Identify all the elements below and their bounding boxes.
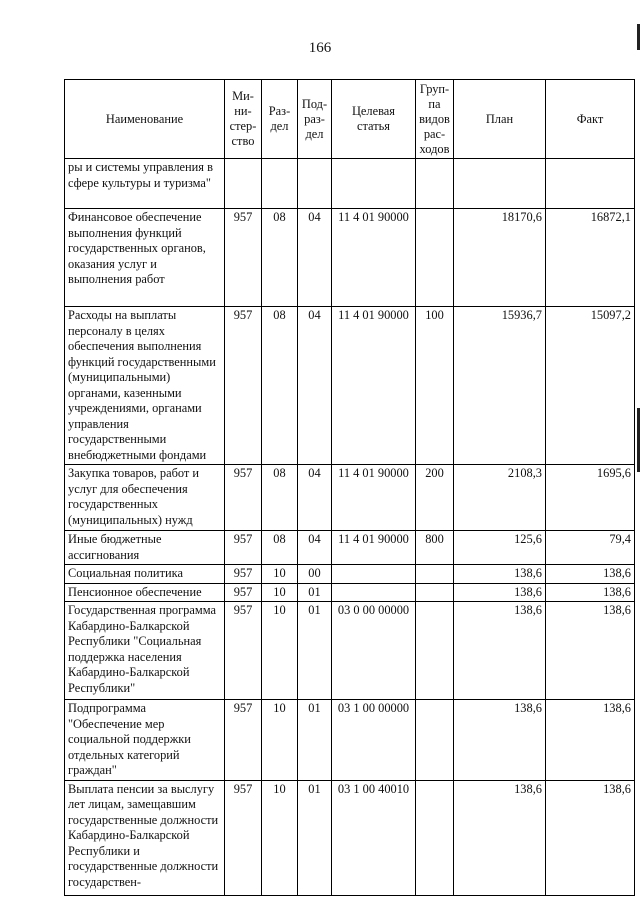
cell-target: 11 4 01 90000 — [332, 465, 416, 531]
header-subsection: Под- раз- дел — [298, 80, 332, 159]
table-row — [65, 531, 635, 565]
cell-group: 800 — [416, 531, 454, 565]
table-row — [65, 159, 635, 209]
cell-group — [416, 159, 454, 209]
cell-name: Расходы на выплаты персоналу в целях обеспечения выполнения функций государственными (муниципальными) органами, казенными учреждениями, органами управления государственными внебюджетными фондами — [65, 307, 225, 465]
cell-section: 10 — [262, 583, 298, 602]
cell-section: 08 — [262, 465, 298, 531]
cell-group — [416, 780, 454, 895]
cell-fact: 15097,2 — [546, 307, 635, 465]
cell-ministry: 957 — [225, 583, 262, 602]
cell-plan: 2108,3 — [454, 465, 546, 531]
cell-ministry — [225, 159, 262, 209]
cell-target — [332, 565, 416, 584]
cell-subsection — [298, 159, 332, 209]
cell-name: Социальная политика — [65, 565, 225, 584]
budget-table — [64, 79, 635, 896]
cell-subsection: 04 — [298, 307, 332, 465]
cell-subsection: 04 — [298, 465, 332, 531]
cell-name: Подпрограмма "Обеспечение мер социальной поддержки отдельных категорий граждан" — [65, 700, 225, 781]
cell-plan: 138,6 — [454, 583, 546, 602]
cell-section: 10 — [262, 565, 298, 584]
cell-group — [416, 602, 454, 700]
cell-fact: 138,6 — [546, 700, 635, 781]
cell-section — [262, 159, 298, 209]
cell-ministry: 957 — [225, 565, 262, 584]
cell-section: 10 — [262, 700, 298, 781]
cell-group — [416, 700, 454, 781]
cell-target: 03 0 00 00000 — [332, 602, 416, 700]
cell-subsection: 04 — [298, 531, 332, 565]
table-row — [65, 583, 635, 602]
cell-ministry: 957 — [225, 307, 262, 465]
cell-target: 03 1 00 00000 — [332, 700, 416, 781]
cell-name: Пенсионное обеспечение — [65, 583, 225, 602]
cell-plan — [454, 159, 546, 209]
table-row — [65, 602, 635, 700]
cell-group: 100 — [416, 307, 454, 465]
cell-plan: 15936,7 — [454, 307, 546, 465]
table-row — [65, 465, 635, 531]
cell-name: Государственная программа Кабардино-Балкарской Республики "Социальная поддержка населения Кабардино-Балкарской Республики" — [65, 602, 225, 700]
table-row — [65, 307, 635, 465]
table-row — [65, 700, 635, 781]
header-section: Раз- дел — [262, 80, 298, 159]
cell-section: 08 — [262, 531, 298, 565]
cell-fact: 79,4 — [546, 531, 635, 565]
cell-subsection: 00 — [298, 565, 332, 584]
cell-fact: 138,6 — [546, 602, 635, 700]
cell-name: Иные бюджетные ассигнования — [65, 531, 225, 565]
cell-ministry: 957 — [225, 700, 262, 781]
cell-plan: 138,6 — [454, 602, 546, 700]
cell-ministry: 957 — [225, 780, 262, 895]
cell-section: 08 — [262, 209, 298, 307]
cell-section: 10 — [262, 780, 298, 895]
cell-target — [332, 159, 416, 209]
cell-ministry: 957 — [225, 531, 262, 565]
cell-plan: 138,6 — [454, 565, 546, 584]
cell-subsection: 01 — [298, 700, 332, 781]
cell-group — [416, 565, 454, 584]
table-row — [65, 209, 635, 307]
cell-subsection: 01 — [298, 602, 332, 700]
cell-name: Закупка товаров, работ и услуг для обеспечения государственных (муниципальных) нужд — [65, 465, 225, 531]
cell-group — [416, 583, 454, 602]
cell-subsection: 01 — [298, 780, 332, 895]
table-body — [65, 159, 635, 896]
header-group: Груп- па видов рас- ходов — [416, 80, 454, 159]
cell-fact: 138,6 — [546, 583, 635, 602]
cell-fact: 1695,6 — [546, 465, 635, 531]
cell-subsection: 01 — [298, 583, 332, 602]
cell-section: 08 — [262, 307, 298, 465]
cell-plan: 138,6 — [454, 780, 546, 895]
cell-plan: 138,6 — [454, 700, 546, 781]
header-name: Наименование — [65, 80, 225, 159]
table-header-row — [65, 80, 635, 159]
cell-target: 03 1 00 40010 — [332, 780, 416, 895]
table-row — [65, 565, 635, 584]
cell-fact — [546, 159, 635, 209]
cell-fact: 16872,1 — [546, 209, 635, 307]
cell-ministry: 957 — [225, 602, 262, 700]
cell-ministry: 957 — [225, 209, 262, 307]
cell-plan: 125,6 — [454, 531, 546, 565]
cell-name: Финансовое обеспечение выполнения функций государственных органов, оказания услуг и выполнения работ — [65, 209, 225, 307]
header-ministry: Ми- ни- стер- ство — [225, 80, 262, 159]
page-number: 166 — [308, 40, 332, 56]
header-fact: Факт — [546, 80, 635, 159]
table-row — [65, 780, 635, 895]
cell-group — [416, 209, 454, 307]
cell-section: 10 — [262, 602, 298, 700]
cell-fact: 138,6 — [546, 780, 635, 895]
cell-group: 200 — [416, 465, 454, 531]
cell-target — [332, 583, 416, 602]
cell-target: 11 4 01 90000 — [332, 209, 416, 307]
header-plan: План — [454, 80, 546, 159]
cell-ministry: 957 — [225, 465, 262, 531]
cell-target: 11 4 01 90000 — [332, 531, 416, 565]
cell-subsection: 04 — [298, 209, 332, 307]
header-target: Целевая статья — [332, 80, 416, 159]
cell-name: Выплата пенсии за выслугу лет лицам, замещавшим государственные должности Кабардино-Балкарской Республики и государственные должности государствен- — [65, 780, 225, 895]
cell-target: 11 4 01 90000 — [332, 307, 416, 465]
cell-name: ры и системы управления в сфере культуры и туризма" — [65, 159, 225, 209]
cell-plan: 18170,6 — [454, 209, 546, 307]
cell-fact: 138,6 — [546, 565, 635, 584]
